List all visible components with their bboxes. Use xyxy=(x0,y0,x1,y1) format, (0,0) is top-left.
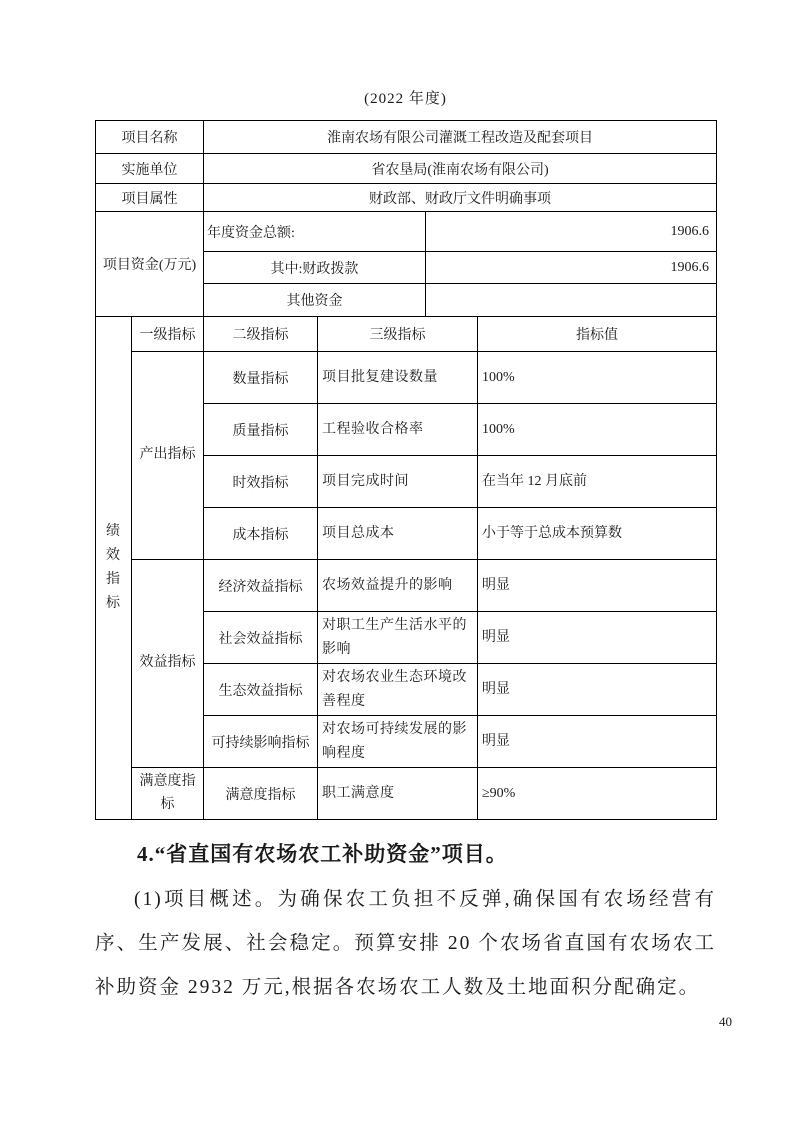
fund-other-label: 其他资金 xyxy=(204,284,426,317)
fund-other-value xyxy=(426,284,717,317)
indicator-value-cell: 明显 xyxy=(478,716,717,768)
indicator-row-quantity xyxy=(96,352,717,404)
indicator-value-cell: 明显 xyxy=(478,560,717,612)
table-row-fund-total xyxy=(96,212,717,252)
implementing-unit-value: 省农垦局(淮南农场有限公司) xyxy=(204,154,717,184)
fund-total-label: 年度资金总额: xyxy=(204,212,426,252)
page-number: 40 xyxy=(719,1014,732,1029)
level3-cell: 农场效益提升的影响 xyxy=(318,560,478,612)
level2-cell: 数量指标 xyxy=(204,352,318,404)
indicator-header-row xyxy=(96,317,717,352)
performance-indicators-side-label: 绩效指标 xyxy=(96,317,132,820)
level3-cell: 职工满意度 xyxy=(318,768,478,820)
level2-cell: 满意度指标 xyxy=(204,768,318,820)
indicator-value-cell: 明显 xyxy=(478,664,717,716)
level2-cell: 社会效益指标 xyxy=(204,612,318,664)
fund-fiscal-value: 1906.6 xyxy=(426,252,717,284)
page-content xyxy=(95,0,716,1010)
level2-cell: 质量指标 xyxy=(204,404,318,456)
level2-cell: 经济效益指标 xyxy=(204,560,318,612)
level3-cell: 项目总成本 xyxy=(318,508,478,560)
indicator-row-satisfaction xyxy=(96,768,717,820)
level3-cell: 对农场农业生态环境改善程度 xyxy=(318,664,478,716)
table-row-implementing-unit xyxy=(96,154,717,184)
project-name-label: 项目名称 xyxy=(96,121,204,154)
fund-fiscal-label: 其中:财政拨款 xyxy=(204,252,426,284)
document-subtitle-year: (2022 年度) xyxy=(364,91,447,107)
level3-cell: 对职工生产生活水平的影响 xyxy=(318,612,478,664)
header-level3: 三级指标 xyxy=(318,317,478,352)
implementing-unit-label: 实施单位 xyxy=(96,154,204,184)
project-performance-table xyxy=(95,120,717,820)
indicator-row-economic xyxy=(96,560,717,612)
indicator-value-cell: 100% xyxy=(478,352,717,404)
table-row-project-attribute xyxy=(96,184,717,212)
indicator-value-cell: 明显 xyxy=(478,612,717,664)
section-heading: 4.“省直国有农场农工补助资金”项目。 xyxy=(137,842,508,866)
project-attribute-value: 财政部、财政厅文件明确事项 xyxy=(204,184,717,212)
level2-cell: 时效指标 xyxy=(204,456,318,508)
project-funds-label: 项目资金(万元) xyxy=(96,212,204,317)
group-satisfaction-label: 满意度指标 xyxy=(132,768,204,820)
level3-cell: 项目完成时间 xyxy=(318,456,478,508)
indicator-value-cell: 小于等于总成本预算数 xyxy=(478,508,717,560)
level3-cell: 工程验收合格率 xyxy=(318,404,478,456)
project-name-value: 淮南农场有限公司灌溉工程改造及配套项目 xyxy=(204,121,717,154)
header-level1: 一级指标 xyxy=(132,317,204,352)
project-attribute-label: 项目属性 xyxy=(96,184,204,212)
project-overview-paragraph: (1)项目概述。为确保农工负担不反弹,确保国有农场经营有序、生产发展、社会稳定。预算安排 20 个农场省直国有农场农工补助资金 2932 万元,根据各农场农工人数及土地面积分配确定。 xyxy=(95,889,716,998)
indicator-value-cell: ≥90% xyxy=(478,768,717,820)
level2-cell: 可持续影响指标 xyxy=(204,716,318,768)
group-benefit-label: 效益指标 xyxy=(132,560,204,768)
level2-cell: 成本指标 xyxy=(204,508,318,560)
indicator-value-cell: 100% xyxy=(478,404,717,456)
level3-cell: 对农场可持续发展的影响程度 xyxy=(318,716,478,768)
fund-total-value: 1906.6 xyxy=(426,212,717,252)
table-row-project-name xyxy=(96,121,717,154)
group-output-label: 产出指标 xyxy=(132,352,204,560)
header-indicator-value: 指标值 xyxy=(478,317,717,352)
level2-cell: 生态效益指标 xyxy=(204,664,318,716)
header-level2: 二级指标 xyxy=(204,317,318,352)
indicator-value-cell: 在当年 12 月底前 xyxy=(478,456,717,508)
level3-cell: 项目批复建设数量 xyxy=(318,352,478,404)
